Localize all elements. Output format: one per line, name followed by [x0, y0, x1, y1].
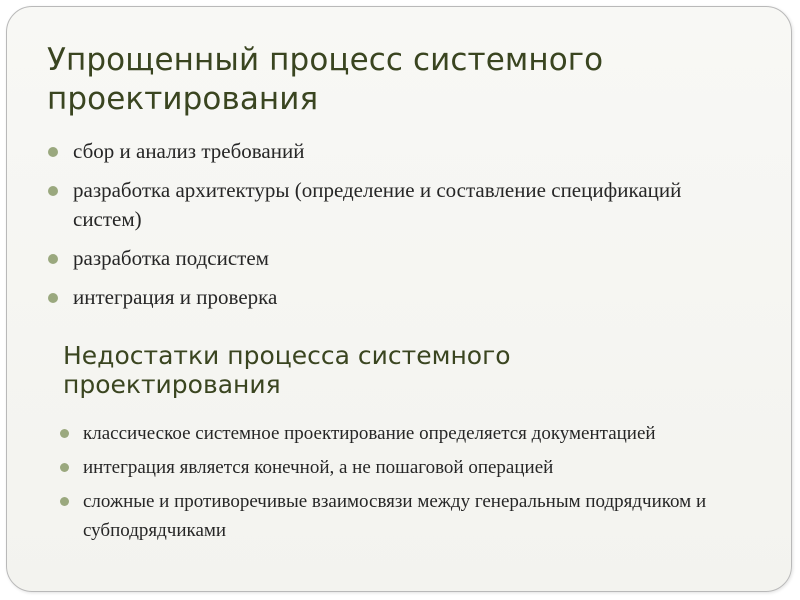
circle-bullet-icon	[48, 186, 58, 196]
circle-bullet-icon	[48, 254, 58, 264]
list-item	[59, 419, 759, 448]
list-item-text: сложные и противоречивые взаимосвязи между генеральным подрядчиком и субподрядчиками	[83, 491, 707, 541]
list-item	[59, 487, 759, 545]
slide-frame	[6, 6, 792, 592]
circle-bullet-icon	[48, 147, 58, 157]
process-steps-list	[47, 137, 707, 312]
circle-bullet-icon	[48, 293, 58, 303]
list-item	[47, 244, 707, 273]
list-item	[47, 176, 707, 234]
list-item-text: классическое системное проектирование определяется документацией	[83, 423, 656, 444]
section-heading: Недостатки процесса системного проектирования	[63, 341, 511, 399]
slide-title: Упрощенный процесс системного проектирования	[47, 42, 604, 117]
list-item-text: интеграция является конечной, а не пошаговой операцией	[83, 457, 554, 478]
circle-bullet-icon	[60, 497, 69, 506]
list-item-text: интеграция и проверка	[73, 285, 278, 309]
list-item-text: сбор и анализ требований	[73, 139, 305, 163]
drawbacks-list	[59, 419, 759, 545]
list-item	[59, 453, 759, 482]
list-item-text: разработка архитектуры (определение и составление спецификаций систем)	[73, 178, 682, 231]
circle-bullet-icon	[60, 429, 69, 438]
circle-bullet-icon	[60, 463, 69, 472]
list-item	[47, 283, 707, 312]
list-item-text: разработка подсистем	[73, 246, 269, 270]
list-item	[47, 137, 707, 166]
